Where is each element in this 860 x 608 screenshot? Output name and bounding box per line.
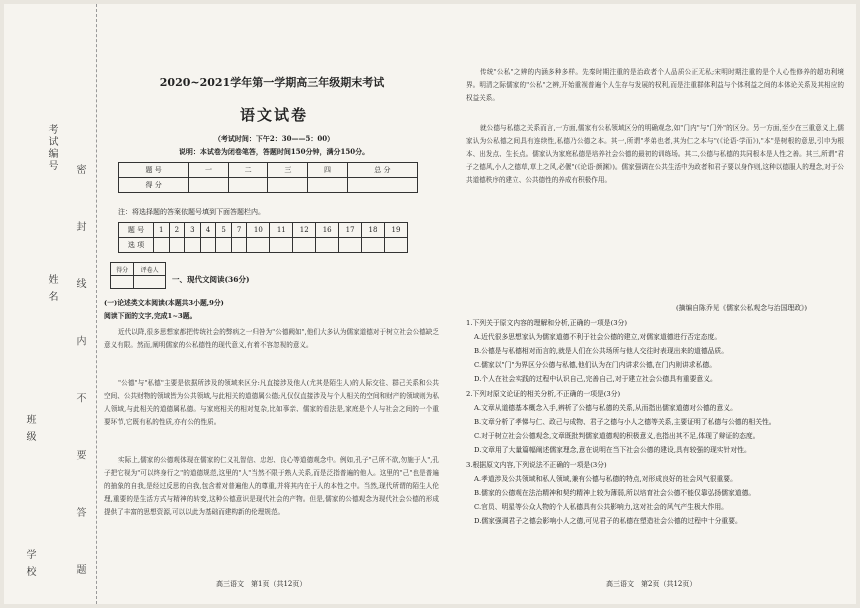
answer-row-label: 选 项 [119, 238, 154, 253]
answer-question-number: 11 [270, 223, 293, 238]
answer-option[interactable]: D.儒家强调君子之德会影响小人之德,可见君子的私德在塑造社会公德的过程中十分重要。 [474, 517, 742, 525]
score-cell[interactable] [268, 178, 308, 193]
exam-note: 说明：本试卷为闭卷笔答，答题时间150分钟，满分150分。 [178, 147, 370, 156]
page-footer: 高三语文 第2页（共12页） [606, 580, 697, 588]
article-paragraph: "公德"与"私德"主要是依据所涉及的领域来区分:凡直接涉及他人(尤其是陌生人)的人际交往、群己关系和公共空间、公共财物的领域皆为公共领域,与此相关的道德属公德;凡仅仅直接涉及与个人相关的空间和财产的领域则为私人领域,与此相关的道德属私德。与家庭相关的相对复杂,比如事亲、儒家的看法是,家庭是个人与社会之间的一个重要环节,它既有私的性质,亦有公的性质。 [104, 379, 439, 426]
score-header-cell: 四 [308, 163, 348, 178]
section-heading: 一、现代文阅读(36分) [172, 275, 250, 284]
page-footer: 高三语文 第1页（共12页） [216, 580, 307, 588]
page-1 [104, 4, 444, 604]
score-header-cell: 三 [268, 163, 308, 178]
question-stem: 1.下列关于原文内容的理解和分析,正确的一项是(3分) [466, 319, 628, 327]
answer-question-number: 4 [200, 223, 216, 238]
answer-option[interactable]: A.文章从道德基本概念入手,辨析了公德与私德的关系,从而指出儒家道德对公德的意义。 [474, 404, 737, 412]
class-label: 班 级 [24, 414, 35, 444]
score-header-cell: 二 [228, 163, 268, 178]
seal-line-text: 密 封 线 内 不 要 答 题 [74, 164, 85, 597]
answer-choice-cell[interactable] [200, 238, 216, 253]
question-stem: 2.下列对原文论证的相关分析,不正确的一项是(3分) [466, 390, 621, 398]
answer-question-number: 19 [384, 223, 407, 238]
name-label: 姓 名 [46, 274, 57, 304]
choose-note: 注：将选择题的答案依题号填到下面答题栏内。 [118, 208, 265, 216]
grader-box [110, 262, 166, 289]
answer-option[interactable]: D.文章用了大量篇幅阐述儒家理念,意在说明在当下社会公德的建设,具有较强的现实针对性。 [474, 446, 751, 454]
answer-option[interactable]: A.近代很多思想家认为儒家道德不利于社会公德的建立,对儒家道德进行否定态度。 [474, 333, 722, 341]
answer-question-number: 2 [169, 223, 185, 238]
answer-option[interactable]: A.孝道涉及公共领域和私人领域,兼有公德与私德的特点,对形成良好的社会风气很重要。 [474, 475, 737, 483]
answer-option[interactable]: D.个人在社会实践的过程中认识自己,完善自己,对于建立社会公德具有重要意义。 [474, 375, 717, 383]
answer-choice-cell[interactable] [339, 238, 362, 253]
score-cell[interactable] [228, 178, 268, 193]
article-paragraph: 实际上,儒家的公德观体现在儒家的仁义礼智信、忠恕、良心等道德观念中。例如,孔子"己所不欲,勿施于人",孔子把它视为"可以终身行之"的道德规范,这里的"人"当然不限于熟人关系,而是泛指普遍的他人。这里的"己"也是普遍的抽象的自我,是经过反思的自我,包含着对普遍他人的尊重,并将其内在于人的本性之中。当然,现代所谓的陌生人伦理,重要的是生活方式与精神的转变,这种公德意识是现代社会的产物。但是,儒家的公德观念为现代社会公德的形成提供了丰富的思想资源,可以以此为基础而建构新的伦理规范。 [104, 456, 439, 516]
article-paragraph: 就公德与私德之关系而言,一方面,儒家有公私领域区分的明确观念,如"门内"与"门外"的区分。另一方面,至少在三重意义上,儒家认为公私德之间具有连续性,私德乃公德之本。其一,所谓"孝弟也者,其为仁之本与"(《论语·学而》),"本"是树根的意思,引申为根本、出发点、生长点。儒家认为家庭私德是培养社会公德的最初的训练场。其二,公德与私德的共同根本是人性之善。其三,所谓"君子之德风,小人之德草,草上之风,必偃"(《论语·颜渊》)。儒家强调在公共生活中为政者和君子要以身作则,这种以德服人的理念,对于公共道德秩序的建立、公共德性的养成有积极作用。 [466, 124, 844, 184]
answer-choice-cell[interactable] [216, 238, 232, 253]
answer-choice-cell[interactable] [185, 238, 201, 253]
exam-sheet [4, 4, 856, 604]
score-cell[interactable] [308, 178, 348, 193]
score-cell[interactable] [189, 178, 229, 193]
answer-choice-cell[interactable] [247, 238, 270, 253]
binding-margin [4, 4, 97, 604]
page-2 [466, 4, 846, 604]
answer-choice-cell[interactable] [293, 238, 316, 253]
answer-option[interactable]: B.儒家的公德观在法治精神和契约精神上较为薄弱,所以培育社会公德不能仅靠弘扬儒家道德。 [474, 489, 756, 497]
school-label: 学 校 [24, 549, 35, 579]
answer-row-label: 题 号 [119, 223, 154, 238]
score-table [118, 162, 418, 193]
answer-question-number: 3 [185, 223, 201, 238]
answer-option[interactable]: B.文章分析了孝悌与仁、政己与成物、君子之德与小人之德等关系,主要证明了私德与公德的相关性。 [474, 418, 776, 426]
answer-question-number: 17 [339, 223, 362, 238]
exam-number-label: 考试编号 [46, 124, 57, 172]
answer-choice-cell[interactable] [270, 238, 293, 253]
answer-option[interactable]: C.官员、明星等公众人物的个人私德具有公共影响力,这对社会的风气产生极大作用。 [474, 503, 728, 511]
answer-choice-cell[interactable] [231, 238, 247, 253]
answer-table [118, 222, 408, 253]
answer-question-number: 16 [316, 223, 339, 238]
answer-question-number: 18 [362, 223, 385, 238]
subject-title: 语文试卷 [239, 106, 308, 124]
grader-score-label: 得分 [111, 263, 134, 276]
exam-time: （考试时间：下午2：30——5：00） [213, 134, 335, 143]
answer-choice-cell[interactable] [153, 238, 169, 253]
score-cell[interactable] [347, 178, 417, 193]
answer-option[interactable]: C.儒家以"门"为界区分公德与私德,他们认为在门内讲求公德,在门内则讲求私德。 [474, 361, 716, 369]
subsection-heading: (一)论述类文本阅读(本题共3小题,9分) [104, 299, 224, 307]
grader-reviewer-label: 评卷人 [134, 263, 166, 276]
grader-score-cell[interactable] [111, 276, 134, 289]
score-header-cell: 一 [189, 163, 229, 178]
exam-title: 2020~2021学年第一学期高三年级期末考试 [159, 76, 385, 89]
answer-choice-cell[interactable] [169, 238, 185, 253]
score-row-label: 得 分 [119, 178, 189, 193]
answer-question-number: 10 [247, 223, 270, 238]
answer-option[interactable]: B.公德是与私德相对而言的,就是人们在公共场所与他人交往时表现出来的道德品质。 [474, 347, 729, 355]
article-paragraph: 传统"公私"之辨的内涵多种多样。先秦时期注重的是治政者个人品质公正无私;宋明时期注重的是个人心性修养的超功利境界。明清之际儒家的"公私"之辨,开始重视普遍个人生存与发展的权利,而是注重群体利益与个体利益之间的本体论关系及其相应的权益关系。 [466, 68, 844, 102]
answer-question-number: 5 [216, 223, 232, 238]
article-paragraph: 近代以降,很多思想家都把传统社会的弊病之一归咎为"公德阙如",他们大多认为儒家道德对于树立社会公德缺乏意义有限。然而,阐明儒家的公私德性的现代意义,有着不容忽视的意义。 [104, 328, 439, 349]
answer-option[interactable]: C.对于树立社会公德观念,文章既批判儒家道德观的积极意义,也指出其不足,体现了辩证的态度。 [474, 432, 760, 440]
answer-question-number: 7 [231, 223, 247, 238]
score-header-cell: 总 分 [347, 163, 417, 178]
answer-question-number: 12 [293, 223, 316, 238]
reading-instruction: 阅读下面的文字,完成1~3题。 [104, 312, 197, 320]
answer-choice-cell[interactable] [316, 238, 339, 253]
answer-choice-cell[interactable] [384, 238, 407, 253]
question-stem: 3.根据原文内容,下列说法不正确的一项是(3分) [466, 461, 607, 469]
score-header-cell: 题 号 [119, 163, 189, 178]
grader-reviewer-cell[interactable] [134, 276, 166, 289]
source-citation: (摘编自陈乔见《儒家公私观念与治国理政》) [676, 304, 808, 312]
answer-question-number: 1 [153, 223, 169, 238]
answer-choice-cell[interactable] [362, 238, 385, 253]
